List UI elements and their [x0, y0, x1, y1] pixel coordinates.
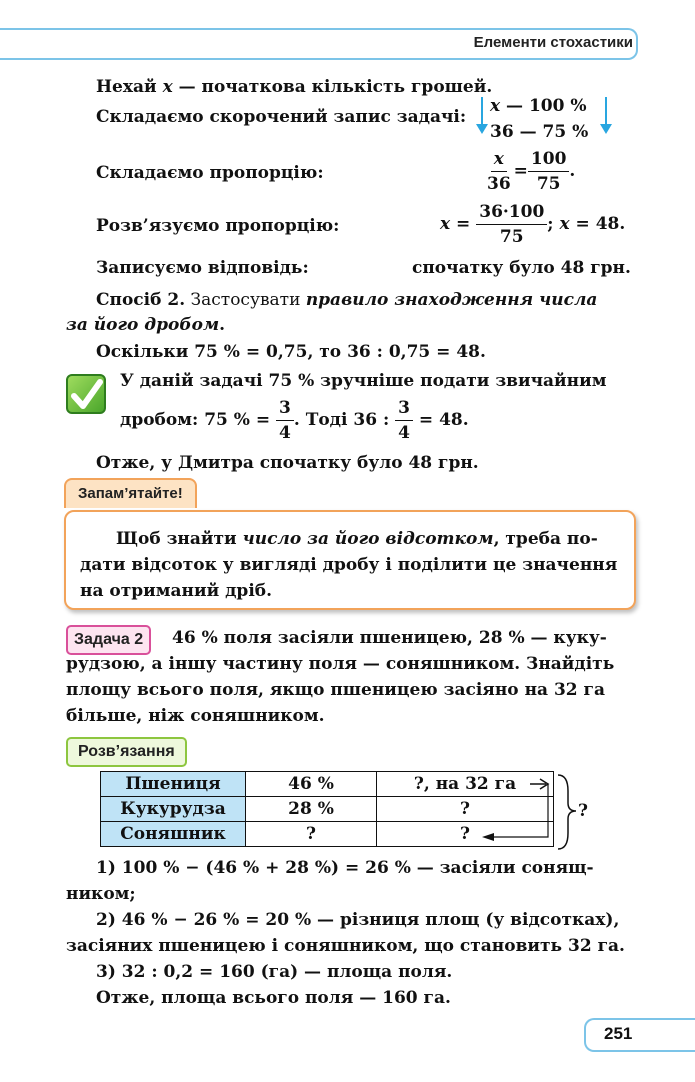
solve-formula: x = $\frac{36\cdot 100}{75}$ ; x = 48. [440, 202, 626, 247]
answer-label: Записуємо відповідь: [96, 258, 309, 278]
remember-line3: на отриманий дріб. [80, 581, 273, 601]
table-cell: ?, на 32 га [377, 772, 554, 797]
short-record-line2: 36 — 75 % [490, 122, 589, 142]
step1-line2: ником; [66, 884, 136, 904]
let-line: Нехай x — початкова кількість грошей. [96, 77, 493, 97]
final-answer: Отже, площа всього поля — 160 га. [96, 988, 451, 1008]
short-record-line1: x — 100 % [490, 96, 587, 116]
task-label: Задача 2 [66, 625, 151, 655]
step2-line1: 2) 46 % − 26 % = 20 % — різниця площ (у відсотках), [96, 910, 620, 930]
table-cell: ? [377, 822, 554, 847]
task-line3: площу всього поля, якщо пшеницею засіяно на 32 га [66, 680, 605, 700]
conclusion-line: Отже, у Дмитра спочатку було 48 грн. [96, 453, 479, 473]
page-number-box [584, 1018, 695, 1052]
arrow-down-left-head [476, 124, 488, 134]
task-line4: більше, ніж соняшником. [66, 706, 325, 726]
table-cell: ? [246, 822, 377, 847]
tip-line1: У даній задачі 75 % зручніше подати звичайним [120, 371, 607, 391]
arrow-down-right [605, 97, 607, 125]
table-cell: 28 % [246, 797, 377, 822]
task-line2: рудзою, а іншу частину поля — соняшником. Знайдіть [66, 654, 615, 674]
method2-calc: Оскільки 75 % = 0,75, то 36 : 0,75 = 48. [96, 342, 486, 362]
remember-tab: Запам’ятайте! [64, 478, 197, 508]
method2-line1: Спосіб 2. Застосувати правило знаходження числа [96, 290, 598, 310]
table-cell: 46 % [246, 772, 377, 797]
solve-label: Розв’язуємо пропорцію: [96, 216, 340, 236]
proportion-formula: $\frac{x}{36}$ = $\frac{100}{75}$ . [487, 149, 576, 194]
remember-line1: Щоб знайти число за його відсотком, треба по- [116, 529, 598, 549]
page-number: 251 [604, 1024, 633, 1043]
method2-line2: за його дробом. [66, 315, 226, 335]
tip-line2: дробом: 75 % = $\frac{3}{4}$ . Тоді 36 : $\frac{3}{4}$ = 48. [120, 398, 469, 443]
arrow-down-right-head [600, 124, 612, 134]
arrow-down-left [481, 97, 483, 125]
task-line1: 46 % поля засіяли пшеницею, 28 % — куку- [172, 628, 607, 648]
table-cell: Пшениця [101, 772, 246, 797]
table-cell: Кукурудза [101, 797, 246, 822]
section-title: Елементи стохастики [473, 34, 633, 51]
step3-line: 3) 32 : 0,2 = 160 (га) — площа поля. [96, 962, 453, 982]
solution-label: Розв’язання [66, 737, 187, 767]
answer-text: спочатку було 48 грн. [412, 258, 631, 278]
short-record-label: Складаємо скорочений запис задачі: [96, 107, 467, 127]
step2-line2: засіяних пшеницею і соняшником, що становить 32 га. [66, 936, 625, 956]
step1-line1: 1) 100 % − (46 % + 28 %) = 26 % — засіяли сонящ- [96, 858, 594, 878]
remember-line2: дати відсоток у вигляді дробу і поділити це значення [80, 555, 618, 575]
table-cell: ? [377, 797, 554, 822]
table-cell: Соняшник [101, 822, 246, 847]
proportion-label: Складаємо пропорцію: [96, 163, 324, 183]
brace-question: ? [578, 801, 588, 821]
check-icon [66, 374, 106, 414]
